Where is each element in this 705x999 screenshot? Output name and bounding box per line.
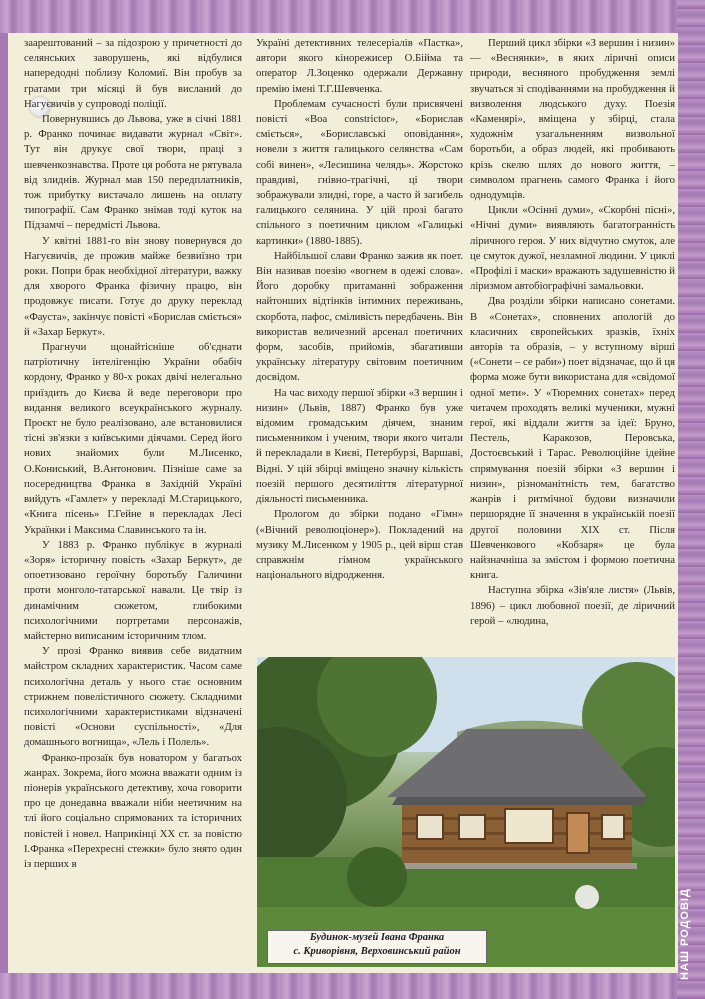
paragraph: Прологом до збірки подано «Гімн» («Вічний революціонер»). Покладений на музику М.Лисенком у 1905 р., цей вірш став справжнім гімном українського національного відродження. bbox=[256, 508, 463, 582]
paragraph: У 1883 р. Франко публікує в журналі «Зоря» історичну повість «Захар Беркут», де опоетизовано героїчну боротьбу Галичини проти монголо-татарської навали. Це твір із динамічним сюжетом, глибокими психологічними портретами персонажів, майстерно виписаним історичним тлом. bbox=[24, 538, 242, 642]
paragraph: Україні детективних телесеріалів «Пастка», автори якого кінорежисер О.Бійма та оператор Л.Зоценко одержали Державну премію імені Т.Г.Шевченка. bbox=[256, 37, 463, 95]
paragraph: Два розділи збірки написано сонетами. В «Сонетах», сповнених апологій до класичних європейських зразків, їхніх авторів та образів, – у вступному вірші («Сонети – се раби») поет відзначає, що й ця форма може бути використана для «свідомої одної мети». У «Тюремних сонетах» перед читачем проходять великі мученики, мужні герої, які віддали життя за ідеї: Бруно, Пестель, Каракозов, Перовська, Достоєвський і Тарас. Революційне ідейне спрямування поезій збірки «З вершин і низин», різноманітність тем, багатство жанрів і ритмічної будови визначили першорядне її значення в українській поезії другої половини XIX ст. Після Шевченкового «Кобзаря» це була найзначніша за змістом і формою поетична книга. bbox=[470, 295, 675, 582]
paragraph: Прагнучи щонайтісніше об'єднати патріотичну інтелігенцію України обабіч кордону, Франко у 80-х роках двічі нелегально приїздить до Києва й веде переговори про видання великого всеукраїнського журналу. Проєкт не було реалізовано, але встановилися тісні зв'язки з київськими діячами. Серед його нових знайомих були М.Лисенко, О.Кониський, В.Антонович. Пізніше саме за посередництва Франка в Західній Україні вийдуть «Гамлет» у перекладі М.Старицького, «Книга пісень» Г.Гейне в перекладах Лесі Українки і Максима Славинського та ін. bbox=[24, 341, 242, 536]
paragraph: Наступна збірка «Зів'яле листя» (Львів, 1896) – цикл любовної поезії, де ліричний герой – «людина, bbox=[470, 584, 675, 627]
photo-caption bbox=[267, 930, 487, 964]
paragraph: Франко-прозаїк був новатором у багатьох жанрах. Зокрема, його можна вважати одним із піонерів українського детективу, хоча говорити про це донедавна вважали ніби неетичним на тлі його соціально спрямованих та історичних повістей і новел. Наприкінці XX ст. за повістю І.Франка «Перехресні стежки» було знято один із перших в bbox=[24, 751, 242, 870]
text-column-middle bbox=[256, 36, 463, 646]
paragraph: У прозі Франко виявив себе видатним майстром складних характеристик. Часом саме психологічна деталь у нього стає основним стрижнем повелістичного сюжету. Складними психологічними характеристиками відзначені повісті «Основи суспільності», «Для домашнього вогнища», «Лель і Полель». bbox=[24, 645, 242, 749]
paragraph: Проблемам сучасності були присвячені повісті «Boa constrictor», «Борислав сміється», «Бориславські оповідання», новели з життя галицького селянства «Сам собі винен», «Лесишина челядь». Жорстоко правдиві, гнівно-трагічні, ці твори зображували злидні, горе, а часто й загибель галицького селянина. У цій прозі багато спільного з поетичним циклом «Галицькі картинки» (1880-1885). bbox=[256, 97, 463, 247]
paragraph: Найбільшої слави Франко зажив як поет. Він називав поезію «вогнем в одежі слова». Його доробку притаманні зображення найтонших відтінків інтимних переживань, скорбота, пафос, сміливість передбачень. Він використав величезний арсенал поетичних форм, засобів, прийомів, збагативши українську літературу світовим поетичним досвідом. bbox=[256, 249, 463, 384]
top-decorative-border bbox=[0, 0, 705, 33]
paragraph: Повернувшись до Львова, уже в січні 1881 р. Франко починає видавати журнал «Світ». Тут він друкує свої твори, праці з шевченкознавства. Проте ця робота не рятувала від злиднів. Журнал мав 150 передплатників, тож прибутку вистачало лишень на оплату типографії. Сам Франко знімав тоді куток на Підзамчі – передмісті Львова. bbox=[24, 113, 242, 232]
paragraph: Цикли «Осінні думи», «Скорбні пісні», «Нічні думи» виявляють багатогранність ліричного героя. У них відчутно смуток, але це смуток дужої, незламної людини. У циклі «Профілі і маски» вражають задушевністю й ліризмом автобіографічні замальовки. bbox=[470, 204, 675, 293]
museum-house-photo bbox=[257, 657, 675, 967]
bottom-decorative-border bbox=[0, 973, 705, 999]
right-decorative-border bbox=[677, 0, 705, 999]
text-column-right bbox=[470, 36, 675, 646]
caption-line-1: Будинок-музей Івана Франка bbox=[309, 932, 445, 943]
house-illustration bbox=[257, 657, 675, 967]
paragraph: Перший цикл збірки «З вершин і низин» — «Веснянки», в яких ліричні описи природи, весняного пробудження землі звучаться зі сподіваннями на пробудження й визволення людського духу. Поезія «Каменярі», вміщена у збірці, стала художнім узагальненням визвольної боротьби, а образ людей, які пробивають крізь скелю шлях до нового життя, – символом прагнень самого Франка і його однодумців. bbox=[470, 37, 675, 202]
paragraph: У квітні 1881-го він знову повернувся до Нагуєвичів, де прожив майже безвиїзно три роки. Попри брак необхідної літератури, важку для хворого Франка фізичну працю, він продовжує писати. Готує до друку переклад «Фауста», закінчує повісті «Борислав сміється» й «Захар Беркут». bbox=[24, 234, 242, 338]
paragraph: На час виходу першої збірки «З вершин і низин» (Львів, 1887) Франко був уже відомим громадським діячем, знаним письменником і ученим, твори якого читали й перекладали в Києві, Петербурзі, Варшаві, Відні. У цій збірці вміщено значну кількість поезій першого десятиліття літературної діяльності письменника. bbox=[256, 386, 463, 506]
text-column-left bbox=[24, 36, 242, 976]
caption-line-2: с. Криворівня, Верховинський район bbox=[293, 946, 461, 957]
paragraph: заарештований – за підозрою у причетності до селянських заворушень, які відбулися напередодні поблизу Коломиї. Він пробув за гратами три місяці й був висланий до Нагуєвичів у супроводі поліції. bbox=[24, 37, 242, 110]
magazine-name: НАШ РОДОВІД bbox=[679, 888, 691, 980]
